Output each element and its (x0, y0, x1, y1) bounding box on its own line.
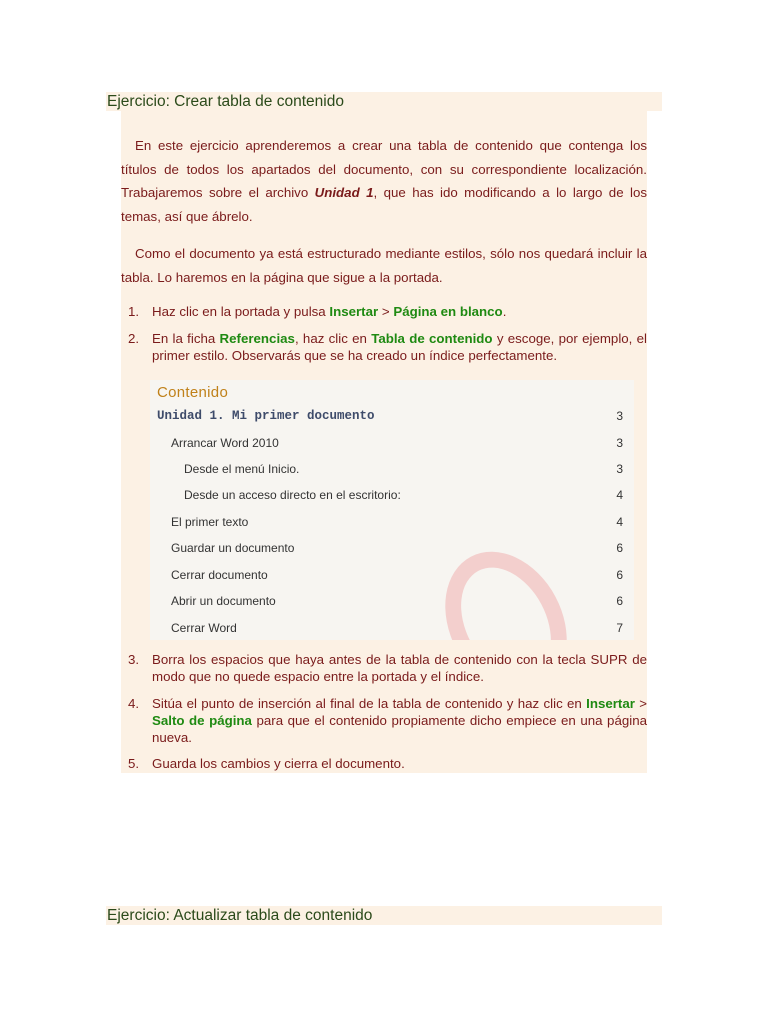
step-number: 1. (128, 304, 140, 319)
keyword-referencias: Referencias (219, 331, 295, 346)
intro-paragraph-1: En este ejercicio aprenderemos a crear una tabla de contenido que contenga los títulos de todos los apartados del documento, con su correspondiente localización. Trabajaremos sobre el archivo Unidad 1, que has ido modificando a lo largo de los temas, así que ábrelo. (121, 138, 647, 224)
keyword-pagina-en-blanco: Página en blanco (393, 304, 503, 319)
toc-entry (150, 541, 634, 559)
toc-entry (150, 515, 634, 533)
toc-entry-page: 7 (616, 621, 623, 635)
keyword-salto-de-pagina: Salto de página (152, 713, 252, 728)
toc-entry-label: Guardar un documento (171, 541, 295, 555)
toc-entry (150, 409, 634, 427)
toc-entry-page: 3 (616, 436, 623, 450)
toc-entry-page: 6 (616, 594, 623, 608)
step-1 (128, 303, 647, 320)
toc-entry (150, 436, 634, 454)
step-number: 5. (128, 756, 140, 771)
toc-entry-label: Cerrar Word (171, 621, 237, 635)
step-text: Haz clic en la portada y pulsa Insertar > Página en blanco. (152, 304, 507, 319)
toc-entry-label: Arrancar Word 2010 (171, 436, 279, 450)
step-text: En la ficha Referencias, haz clic en Tabla de contenido y escoge, por ejemplo, el primer estilo. Observarás que se ha creado un índice perfectamente. (152, 331, 647, 363)
toc-entry-label: Desde el menú Inicio. (184, 462, 300, 476)
toc-entry-label: Desde un acceso directo en el escritorio: (184, 488, 401, 502)
toc-entry (150, 594, 634, 612)
keyword-insertar: Insertar (586, 696, 635, 711)
toc-title: Contenido (157, 384, 229, 401)
toc-entry (150, 568, 634, 586)
toc-entry-label: Cerrar documento (171, 568, 268, 582)
step-text: Guarda los cambios y cierra el documento. (152, 756, 405, 771)
toc-entry (150, 462, 634, 480)
toc-entry-page: 6 (616, 541, 623, 555)
toc-entry-page: 4 (616, 488, 623, 502)
step-number: 3. (128, 652, 140, 667)
exercise-heading-create: Ejercicio: Crear tabla de contenido (106, 92, 662, 111)
toc-entry-label: Abrir un documento (171, 594, 276, 608)
keyword-insertar: Insertar (329, 304, 379, 319)
toc-entry-page: 6 (616, 568, 623, 582)
step-4 (128, 695, 647, 746)
step-text: Sitúa el punto de inserción al final de la tabla de contenido y haz clic en Insertar > Salto de página para que el contenido propiamente dicho empiece en una página nueva. (152, 696, 647, 745)
toc-entry (150, 488, 634, 506)
step-3 (128, 651, 647, 685)
keyword-tabla-de-contenido: Tabla de contenido (371, 331, 493, 346)
toc-entry-label: El primer texto (171, 515, 249, 529)
intro-paragraph-2: Como el documento ya está estructurado mediante estilos, sólo nos quedará incluir la tabla. Lo haremos en la página que sigue a la portada. (121, 246, 647, 285)
step-2 (128, 330, 647, 381)
toc-entry-page: 4 (616, 515, 623, 529)
toc-entry-page: 3 (616, 409, 623, 423)
step-text: Borra los espacios que haya antes de la tabla de contenido con la tecla SUPR de modo que no quede espacio entre la portada y el índice. (152, 652, 647, 684)
toc-image (150, 380, 634, 640)
step-5 (128, 755, 647, 772)
exercise-heading-update: Ejercicio: Actualizar tabla de contenido (106, 906, 662, 925)
toc-entry (150, 621, 634, 639)
step-number: 4. (128, 696, 140, 711)
step-number: 2. (128, 331, 140, 346)
toc-entry-label: Unidad 1. Mi primer documento (157, 409, 375, 423)
toc-entry-page: 3 (616, 462, 623, 476)
